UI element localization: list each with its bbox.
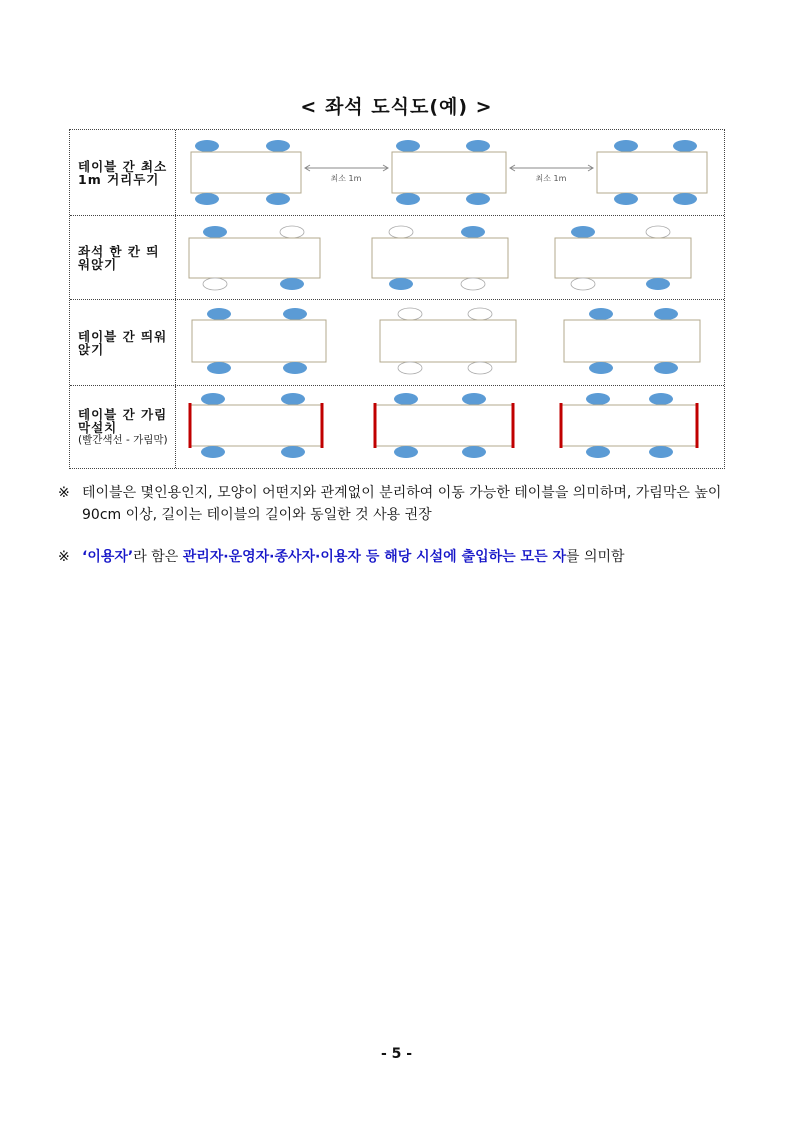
- row-label: 테이블 간 가림막설치 (빨간색선 - 가림막): [70, 386, 176, 468]
- seating-diagram-table: [69, 129, 725, 469]
- table-group: [561, 393, 697, 458]
- seat-filled: [462, 446, 486, 458]
- seat-empty: [203, 278, 227, 290]
- seat-empty: [571, 278, 595, 290]
- seat-filled: [646, 278, 670, 290]
- table: [380, 320, 516, 362]
- seat-filled: [201, 393, 225, 405]
- distance-arrow: [510, 165, 593, 171]
- seat-filled: [673, 140, 697, 152]
- seat-empty: [461, 278, 485, 290]
- note-text: 테이블은 몇인용인지, 모양이 어떤지와 관계없이 분리하여 이동 가능한 테이블을 의미하며, 가림막은 높이 90cm 이상, 길이는 테이블의 길이와 동일한 것 사용 권장: [82, 485, 722, 523]
- seat-filled: [614, 193, 638, 205]
- diagram-skip-seat: [177, 216, 724, 299]
- seat-filled: [571, 226, 595, 238]
- table-group: [392, 140, 506, 205]
- table-group: [192, 308, 326, 374]
- table: [191, 152, 301, 193]
- row-label: 테이블 간 최소 1m 거리두기: [70, 130, 176, 215]
- distance-label: 최소 1m: [330, 174, 362, 183]
- note-emphasis: 관리자·운영자·종사자·이용자 등 해당 시설에 출입하는 모든 자: [182, 549, 567, 565]
- table: [564, 320, 700, 362]
- seat-filled: [266, 193, 290, 205]
- seat-empty: [389, 226, 413, 238]
- seat-filled: [207, 362, 231, 374]
- seat-filled: [649, 393, 673, 405]
- seat-filled: [466, 193, 490, 205]
- table: [192, 320, 326, 362]
- distance-arrow: [305, 165, 388, 171]
- seat-filled: [207, 308, 231, 320]
- seat-filled: [266, 140, 290, 152]
- table-group: [372, 226, 508, 290]
- seat-filled: [394, 446, 418, 458]
- table: [374, 405, 514, 446]
- seat-empty: [398, 362, 422, 374]
- seat-filled: [673, 193, 697, 205]
- seat-filled: [394, 393, 418, 405]
- seat-filled: [396, 140, 420, 152]
- note-quote-term: ‘이용자’: [82, 549, 134, 565]
- row-partition: [70, 386, 724, 468]
- table-group: [380, 308, 516, 374]
- seat-filled: [589, 308, 613, 320]
- seat-filled: [396, 193, 420, 205]
- seat-filled: [201, 446, 225, 458]
- table: [392, 152, 506, 193]
- note-table-definition: [58, 482, 748, 526]
- seat-filled: [654, 362, 678, 374]
- reference-mark: ※: [58, 549, 70, 565]
- diagram-table-spacing: [177, 300, 724, 385]
- table-group: [597, 140, 707, 205]
- seat-filled: [283, 362, 307, 374]
- distance-label: 최소 1m: [535, 174, 567, 183]
- seat-filled: [649, 446, 673, 458]
- table-group: [564, 308, 700, 374]
- row-table-spacing: [70, 300, 724, 386]
- table: [597, 152, 707, 193]
- table: [190, 405, 322, 446]
- seat-empty: [646, 226, 670, 238]
- seat-filled: [586, 446, 610, 458]
- seat-filled: [586, 393, 610, 405]
- seat-filled: [589, 362, 613, 374]
- seat-empty: [468, 362, 492, 374]
- seat-filled: [614, 140, 638, 152]
- table: [372, 238, 508, 278]
- reference-mark: ※: [58, 485, 70, 501]
- table-group: [190, 393, 322, 458]
- seat-filled: [195, 193, 219, 205]
- seat-filled: [389, 278, 413, 290]
- note-text: ‘이용자’라 함은 관리자·운영자·종사자·이용자 등 해당 시설에 출입하는 모든 자를 의미함: [82, 549, 625, 565]
- row-skip-seat: [70, 216, 724, 300]
- page-title: < 좌석 도식도(예) >: [300, 96, 493, 118]
- row-label: 좌석 한 칸 띄워앉기: [70, 216, 176, 299]
- row-label: 테이블 간 띄워 앉기: [70, 300, 176, 385]
- seat-filled: [283, 308, 307, 320]
- seat-filled: [281, 393, 305, 405]
- table: [555, 238, 691, 278]
- row-label-note: (빨간색선 - 가림막): [78, 433, 168, 446]
- seat-filled: [654, 308, 678, 320]
- page-number: - 5 -: [380, 1046, 413, 1062]
- diagram-distance: [177, 130, 724, 215]
- seat-filled: [203, 226, 227, 238]
- note-user-definition: [58, 546, 748, 568]
- table: [561, 405, 697, 446]
- seat-filled: [195, 140, 219, 152]
- seat-filled: [281, 446, 305, 458]
- table-group: [191, 140, 301, 205]
- row-distance: [70, 130, 724, 216]
- table-group: [555, 226, 691, 290]
- table-group: [189, 226, 320, 290]
- seat-filled: [466, 140, 490, 152]
- table: [189, 238, 320, 278]
- diagram-partition: [177, 386, 724, 468]
- seat-empty: [398, 308, 422, 320]
- seat-filled: [461, 226, 485, 238]
- seat-empty: [468, 308, 492, 320]
- seat-empty: [280, 226, 304, 238]
- seat-filled: [462, 393, 486, 405]
- table-group: [374, 393, 514, 458]
- seat-filled: [280, 278, 304, 290]
